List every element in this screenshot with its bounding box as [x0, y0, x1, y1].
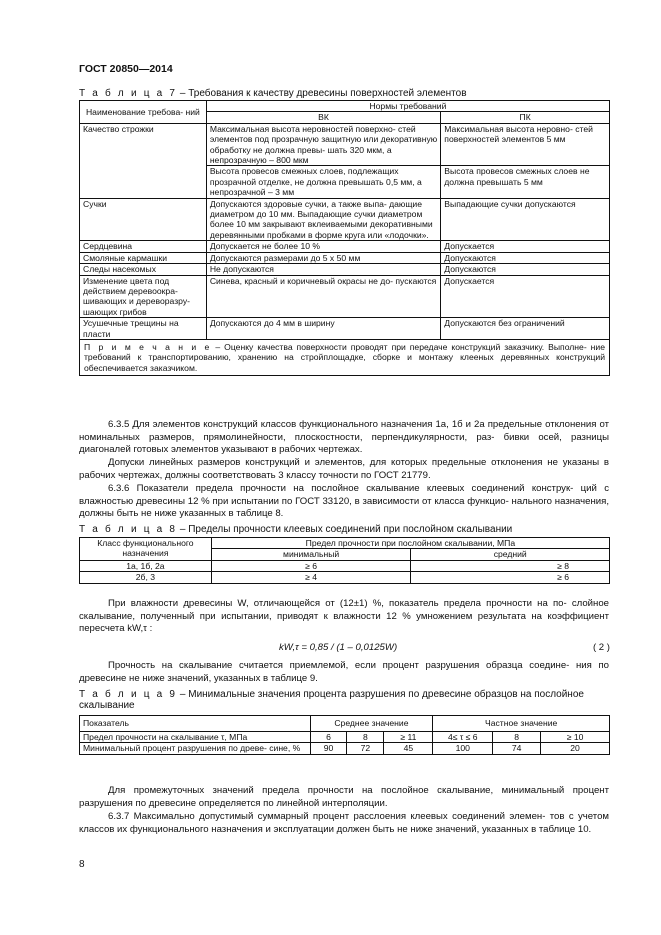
table-cell: Предел прочности на скалывание τ, МПа	[80, 732, 311, 743]
document-header: ГОСТ 20850—2014	[79, 63, 173, 75]
table-header-cell: Класс функционального назначения	[80, 538, 212, 561]
table-cell: Максимальная высота неровностей поверхно- стей элементов под прозрачную защитную или декоративную обработку не должна превы- шать 320 мкм, а непрозрачную – 800 мкм	[206, 123, 440, 166]
table-cell: 90	[310, 743, 347, 754]
table7-caption-prefix: Т а б л и ц а 7	[79, 88, 178, 99]
paragraph-acceptance: Прочность на скалывание считается приемлемой, если процент разрушения образца соедине- ния по древесине не ниже значений, указанных в таблице 9.	[79, 660, 609, 684]
table-row	[80, 252, 610, 263]
table-header-cell: Наименование требова- ний	[80, 101, 207, 124]
table-cell: 8	[347, 732, 384, 743]
table-cell: Выпадающие сучки допускаются	[441, 198, 610, 241]
table-cell: 8	[493, 732, 541, 743]
table-cell: 74	[493, 743, 541, 754]
table-cell: Допускаются	[441, 264, 610, 275]
table-cell: Минимальный процент разрушения по древе- сине, %	[80, 743, 311, 754]
table-cell: Допускается не более 10 %	[206, 241, 440, 252]
table-row	[80, 264, 610, 275]
table-cell: 4≤ τ ≤ 6	[433, 732, 493, 743]
table-cell: Высота провесов смежных слоев, подлежащих прозрачной отделке, не должна превышать 0,5 мм, а непрозрачной – 3 мм	[206, 166, 440, 198]
table-row	[80, 241, 610, 252]
table-row	[80, 732, 610, 743]
table9	[79, 715, 610, 755]
paragraph-interpolation: Для промежуточных значений предела прочности на послойное скалывание, минимальный процент разрушения по древесине определяется по линейной интерполяции.	[79, 785, 609, 809]
table-cell: 2б, 3	[80, 572, 212, 583]
table-header-cell: Частное значение	[433, 716, 610, 732]
table-row	[80, 743, 610, 754]
table-cell: ≥ 10	[541, 732, 610, 743]
table-cell: Не допускаются	[206, 264, 440, 275]
paragraph-6-3-7: 6.3.7 Максимально допустимый суммарный процент расслоения клеевых соединений элемен- тов с учетом классов их функционального назначения и эксплуатации должен быть не ниже значений, указанных в таблице 10.	[79, 811, 609, 835]
table-cell: ≥ 6	[411, 572, 610, 583]
table-cell: ≥ 8	[411, 560, 610, 571]
table-cell: Допускаются здоровые сучки, а также выпа- дающие диаметром до 10 мм. Выпадающие сучки диаметром более 10 мм закрывают вклеиваемыми декоративными деревянными пробками в форме круга или «лодочки».	[206, 198, 440, 241]
table-cell: Допускаются без ограничений	[441, 318, 610, 340]
table-cell: Допускаются	[441, 252, 610, 263]
table-cell: Сучки	[80, 198, 207, 241]
paragraph-moisture: При влажности древесины W, отличающейся от (12±1) %, показатель предела прочности на по- слойное скалывание, полученный при испытании, приводят к влажности 12 % умножением результата на коэффициент пересчета kW,τ :	[79, 598, 609, 635]
table8-caption-text: – Пределы прочности клеевых соединений при послойном скалывании	[177, 524, 513, 535]
formula: kW,τ = 0,85 / (1 – 0,0125W)	[279, 642, 398, 653]
table9-caption	[79, 689, 609, 711]
table-row	[80, 560, 610, 571]
paragraph-6-3-5-tolerances: Допуски линейных размеров конструкций и элементов, для которых предельные отклонения не указаны в рабочих чертежах, должны соответствовать 3 классу точности по ГОСТ 21779.	[79, 457, 609, 481]
table-cell: 100	[433, 743, 493, 754]
table-header-cell: средний	[411, 549, 610, 560]
table-cell: Допускается	[441, 241, 610, 252]
formula-number: ( 2 )	[592, 642, 610, 653]
table-note-row	[80, 339, 610, 375]
table-cell: Допускается	[441, 275, 610, 318]
table8-caption	[79, 524, 512, 535]
table-cell: 20	[541, 743, 610, 754]
table-header-row	[80, 716, 610, 732]
table-cell: Высота провесов смежных слоев не должна превышать 5 мм	[441, 166, 610, 198]
table-header-row	[80, 538, 610, 549]
table-header-cell: ВК	[206, 112, 440, 123]
table-cell: Допускаются до 4 мм в ширину	[206, 318, 440, 340]
table-cell: Смоляные кармашки	[80, 252, 207, 263]
table-header-cell: Нормы требований	[206, 101, 609, 112]
table-cell: Допускаются размерами до 5 х 50 мм	[206, 252, 440, 263]
table-header-cell: Предел прочности при послойном скалывании, МПа	[211, 538, 609, 549]
table-cell: 45	[384, 743, 433, 754]
table-cell: 72	[347, 743, 384, 754]
table-header-cell: Показатель	[80, 716, 311, 732]
table-cell: 6	[310, 732, 347, 743]
table8	[79, 537, 610, 584]
table-cell: Качество строжки	[80, 123, 207, 198]
note-text: – Оценку качества поверхности проводят при передаче конструкций заказчику. Выполне- ние требований к транспортированию, хранению на стройплощадке, сборке и монтажу клееных деревянных конструкций обеспечивается заказчиком.	[84, 341, 605, 373]
table9-caption-prefix: Т а б л и ц а 9	[79, 689, 178, 700]
table-cell: Усушечные трещины на пласти	[80, 318, 207, 340]
table-cell: Сердцевина	[80, 241, 207, 252]
table-row	[80, 123, 610, 166]
table-row	[80, 275, 610, 318]
paragraph-6-3-6: 6.3.6 Показатели предела прочности на послойное скалывание клеевых соединений конструк- ций с влажностью древесины 12 % при испытании по ГОСТ 33120, в зависимости от класса функцио- нального назначения, должны быть не ниже указанных в таблице 8.	[79, 483, 609, 520]
table-cell: Следы насекомых	[80, 264, 207, 275]
page-number: 8	[79, 859, 85, 870]
table7-caption-text: – Требования к качеству древесины поверхностей элементов	[177, 88, 467, 99]
table-header-cell: Среднее значение	[310, 716, 433, 732]
table-cell: Изменение цвета под действием деревоокра- шивающих и дереворазру- шающих грибов	[80, 275, 207, 318]
table-cell: Максимальная высота неровно- стей поверхностей элементов 5 мм	[441, 123, 610, 166]
table-note	[80, 339, 610, 375]
table-cell: 1а, 1б, 2а	[80, 560, 212, 571]
table-row	[80, 318, 610, 340]
table-header-cell: ПК	[441, 112, 610, 123]
note-prefix: П р и м е ч а н и е	[84, 341, 212, 352]
table9-caption-text: – Минимальные значения процента разрушения по древесине образцов на послойное скалывание	[79, 689, 584, 711]
table-header-row	[80, 101, 610, 112]
table7	[79, 100, 610, 376]
table-cell: ≥ 6	[211, 560, 411, 571]
table-cell: ≥ 4	[211, 572, 411, 583]
table-cell: ≥ 11	[384, 732, 433, 743]
table-row	[80, 198, 610, 241]
table-header-cell: минимальный	[211, 549, 411, 560]
table-row	[80, 572, 610, 583]
table7-caption	[79, 88, 467, 99]
table8-caption-prefix: Т а б л и ц а 8	[79, 524, 178, 535]
paragraph-6-3-5: 6.3.5 Для элементов конструкций классов функционального назначения 1а, 1б и 2а предельные отклонения от номинальных размеров, прямолинейности, плоскостности, перпендикулярности, раз- бивки осей, разницы диагоналей готовых элементов указывают в рабочих чертежах.	[79, 419, 609, 456]
table-cell: Синева, красный и коричневый окрасы не до- пускаются	[206, 275, 440, 318]
